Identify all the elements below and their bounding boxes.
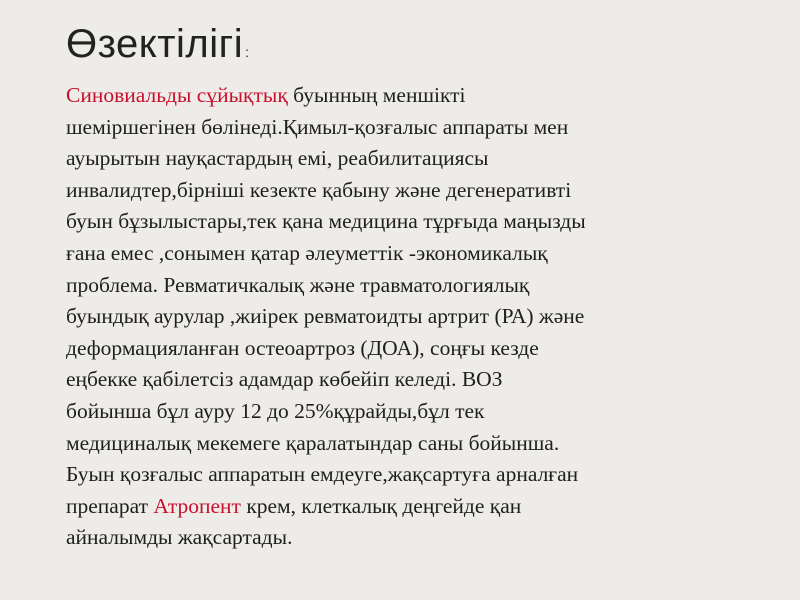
body-line — [66, 491, 756, 523]
body-line: ауырытын науқастардың емі, реабилитациясы — [66, 146, 489, 171]
slide-title-text: Өзектілігі — [66, 22, 244, 66]
body-line — [66, 80, 756, 112]
body-line: шеміршегінен бөлінеді.Қимыл-қозғалыс аппараты мен — [66, 114, 569, 139]
body-line-text: крем, клеткалық деңгейде қан — [240, 493, 522, 518]
body-line-text-before: препарат — [66, 493, 154, 518]
body-line: буындық аурулар ,жиірек ревматоидты артрит (РА) және — [66, 304, 585, 329]
highlight-term-synovial-fluid: Синовиальды сұйықтық — [66, 83, 288, 107]
body-line: проблема. Ревматичкалық және травматологиялық — [66, 272, 530, 297]
body-line-text: буынның меншікті — [287, 83, 466, 107]
body-line: деформацияланған остеоартроз (ДОА), соңғы кезде — [66, 335, 539, 360]
body-line: инвалидтер,бірніші кезекте қабыну және дегенеративті — [66, 177, 572, 202]
body-line: ғана емес ,сонымен қатар әлеуметтік -экономикалық — [66, 240, 548, 265]
body-line: бойынша бұл ауру 12 до 25%құрайды,бұл тек — [66, 398, 485, 423]
slide-title — [66, 18, 250, 78]
slide-title-colon: : — [245, 44, 250, 60]
body-line: еңбекке қабілетсіз адамдар көбейіп келеді. ВОЗ — [66, 367, 503, 392]
slide-body — [66, 80, 756, 554]
body-line: буын бұзылыстары,тек қана медицина тұрғыда маңызды — [66, 209, 586, 234]
body-line: айналымды жақсартады. — [66, 525, 293, 550]
body-line: медициналық мекемеге қаралатындар саны бойынша. — [66, 430, 560, 455]
body-line: Буын қозғалыс аппаратын емдеуге,жақсартуға арналған — [66, 462, 579, 487]
highlight-term-atropent: Атропент — [153, 493, 241, 518]
